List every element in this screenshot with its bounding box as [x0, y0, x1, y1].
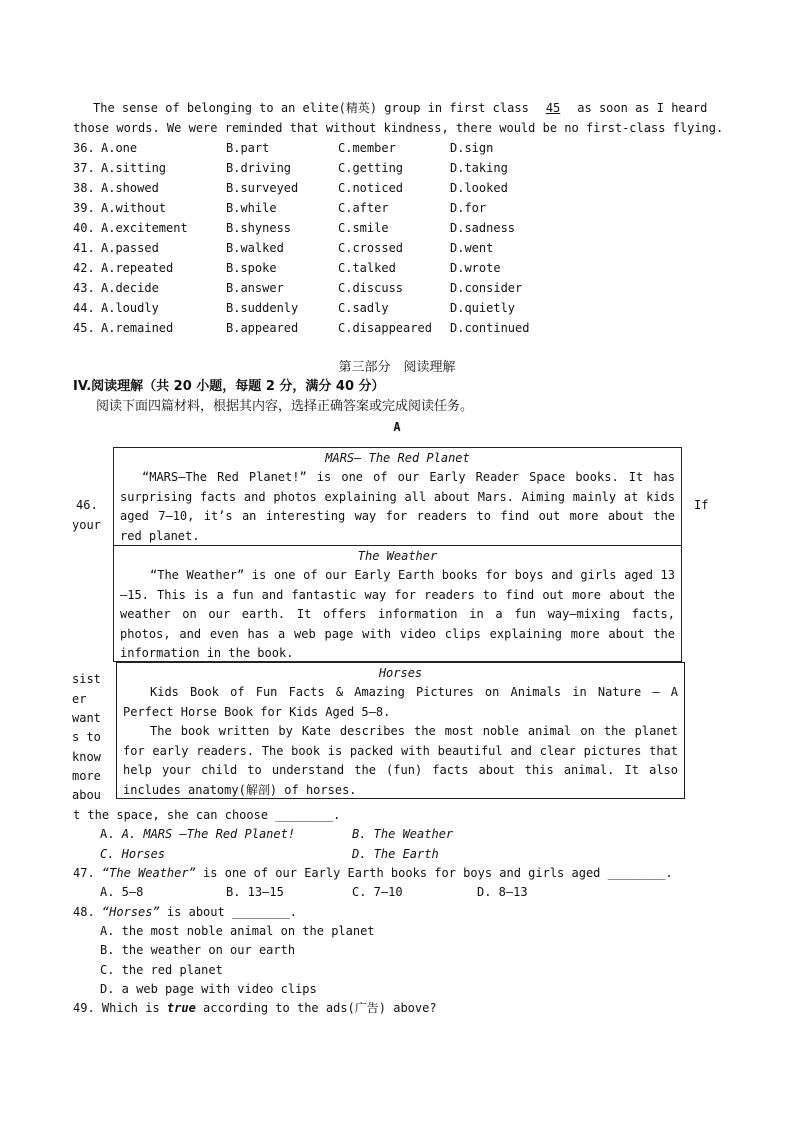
- cloze-option-b[interactable]: B.walked: [226, 241, 284, 255]
- q49-emphasis: true: [166, 1001, 196, 1015]
- q46-wrapped-word: your: [72, 518, 101, 532]
- passage-letter: A: [393, 420, 401, 434]
- cloze-option-c[interactable]: C.discuss: [338, 281, 404, 295]
- cloze-option-d[interactable]: D.quietly: [450, 301, 516, 315]
- q46-number: 46.: [76, 498, 98, 512]
- q48-option-a[interactable]: A. the most noble animal on the planet: [100, 924, 375, 938]
- q46-option-a-text: A. MARS —The Red Planet!: [121, 827, 296, 841]
- cloze-option-d[interactable]: D.sadness: [450, 221, 516, 235]
- cloze-option-d[interactable]: D.continued: [450, 321, 530, 335]
- ad-horses-title: Horses: [378, 666, 423, 680]
- cloze-option-a[interactable]: A.without: [101, 201, 167, 215]
- passage-line-1: [93, 98, 707, 118]
- cloze-option-d[interactable]: D.sign: [450, 141, 494, 155]
- q48-option-d[interactable]: D. a web page with video clips: [100, 982, 317, 996]
- cloze-option-a[interactable]: A.passed: [101, 241, 159, 255]
- cloze-option-a[interactable]: A.sitting: [101, 161, 167, 175]
- cloze-option-a[interactable]: A.remained: [101, 321, 174, 335]
- cloze-option-b[interactable]: B.answer: [226, 281, 284, 295]
- q49-stem-text: 49. Which is: [73, 1001, 167, 1015]
- q48-option-c[interactable]: C. the red planet: [100, 963, 223, 977]
- cloze-option-d[interactable]: D.taking: [450, 161, 508, 175]
- q46-wrapped-word: sist: [72, 672, 101, 686]
- cloze-option-c[interactable]: C.disappeared: [338, 321, 432, 335]
- cloze-option-b[interactable]: B.spoke: [226, 261, 277, 275]
- ad-mars-body: “MARS—The Red Planet!” is one of our Early Reader Space books. It has surprising facts and photos explaining all about Mars. Aiming mainly at kids aged 7—10, it’s an interesting way for readers to find out more about the red planet.: [120, 470, 675, 543]
- cloze-option-c[interactable]: C.noticed: [338, 181, 404, 195]
- cloze-item-number: 38.: [73, 181, 95, 195]
- q46-wrapped-word: abou: [72, 788, 101, 802]
- cloze-option-c[interactable]: C.smile: [338, 221, 389, 235]
- cloze-option-b[interactable]: B.suddenly: [226, 301, 299, 315]
- blank-45: 45: [545, 101, 561, 115]
- cloze-item-number: 42.: [73, 261, 95, 275]
- cloze-option-b[interactable]: B.shyness: [226, 221, 292, 235]
- cloze-item-number: 36.: [73, 141, 95, 155]
- cloze-option-b[interactable]: B.surveyed: [226, 181, 299, 195]
- q47-option-d[interactable]: D. 8—13: [477, 885, 528, 899]
- ad-weather-title: The Weather: [357, 549, 438, 563]
- cloze-option-a[interactable]: A.repeated: [101, 261, 174, 275]
- q46-option-c-text: C. Horses: [100, 847, 166, 861]
- ad-horses-body-1: Kids Book of Fun Facts & Amazing Pictures on Animals in Nature — A Perfect Horse Book for Kids Aged 5—8.: [123, 685, 678, 719]
- ad-mars-title: MARS— The Red Planet: [325, 451, 470, 465]
- cloze-option-b[interactable]: B.while: [226, 201, 277, 215]
- cloze-option-d[interactable]: D.went: [450, 241, 494, 255]
- cloze-option-a[interactable]: A.showed: [101, 181, 159, 195]
- cloze-item-number: 37.: [73, 161, 95, 175]
- q46-stem-end: t the space, she can choose ________.: [73, 808, 341, 822]
- ad-horses: [116, 662, 685, 799]
- q46-wrapped-word: er: [72, 692, 87, 706]
- ad-mars: [113, 447, 682, 546]
- section-instruction: 阅读下面四篇材料，根据其内容，选择正确答案或完成阅读任务。: [96, 399, 474, 414]
- cloze-item-number: 40.: [73, 221, 95, 235]
- cloze-option-a[interactable]: A.one: [101, 141, 138, 155]
- q49-stem: [73, 998, 437, 1018]
- section-heading: IV.阅读理解（共 20 小题，每题 2 分，满分 40 分）: [73, 379, 385, 394]
- cloze-item-number: 44.: [73, 301, 95, 315]
- q48-stem-text: is about ________.: [159, 905, 297, 919]
- cloze-option-a[interactable]: A.loudly: [101, 301, 159, 315]
- cloze-item-number: 45.: [73, 321, 95, 335]
- cloze-option-a[interactable]: A.excitement: [101, 221, 188, 235]
- q47-stem: [73, 863, 673, 883]
- q48-stem: [73, 902, 297, 922]
- q46-wrapped-word: know: [72, 750, 101, 764]
- cloze-option-c[interactable]: C.member: [338, 141, 396, 155]
- passage-text: as soon as I heard: [577, 101, 708, 115]
- q47-title: “The Weather”: [101, 866, 196, 880]
- q47-number: 47.: [73, 866, 102, 880]
- ad-weather-body: “The Weather” is one of our Early Earth books for boys and girls aged 13—15. This is a fun and fantastic way for readers to find out more about the weather on our earth. It offers information in a fun way—mixing facts, photos, and even has a web page with video clips explaining more about the information in the book.: [120, 568, 675, 660]
- cloze-item-number: 39.: [73, 201, 95, 215]
- q46-option-b-text: B. The Weather: [352, 827, 454, 841]
- cloze-option-d[interactable]: D.for: [450, 201, 487, 215]
- q48-number: 48.: [73, 905, 102, 919]
- cloze-option-b[interactable]: B.appeared: [226, 321, 299, 335]
- q46-option-d[interactable]: [352, 844, 439, 864]
- ad-weather: [113, 545, 682, 662]
- q47-stem-text: is one of our Early Earth books for boys and girls aged ________.: [195, 866, 673, 880]
- q47-option-a[interactable]: A. 5—8: [100, 885, 144, 899]
- cloze-option-a[interactable]: A.decide: [101, 281, 159, 295]
- cloze-option-c[interactable]: C.talked: [338, 261, 396, 275]
- cloze-option-c[interactable]: C.after: [338, 201, 389, 215]
- cloze-option-c[interactable]: C.sadly: [338, 301, 389, 315]
- cloze-option-d[interactable]: D.looked: [450, 181, 508, 195]
- q46-wrapped-word: want: [72, 711, 101, 725]
- q46-if: If: [694, 498, 709, 512]
- part-title: 第三部分 阅读理解: [338, 360, 456, 375]
- ad-horses-body-2: The book written by Kate describes the most noble animal on the planet for early readers. The book is packed with beautiful and clear pictures that help your child to understand the (fun) facts about this animal. It also includes anatomy(解剖) of horses.: [123, 724, 678, 797]
- q46-option-c[interactable]: [100, 844, 165, 864]
- q48-title: “Horses”: [101, 905, 160, 919]
- cloze-item-number: 43.: [73, 281, 95, 295]
- passage-line-2: those words. We were reminded that without kindness, there would be no first-class flying.: [73, 121, 724, 135]
- q46-option-b[interactable]: [352, 824, 453, 844]
- q46-wrapped-word: s to: [72, 730, 101, 744]
- cloze-item-number: 41.: [73, 241, 95, 255]
- cloze-option-d[interactable]: D.consider: [450, 281, 523, 295]
- cloze-option-b[interactable]: B.part: [226, 141, 270, 155]
- q47-option-c[interactable]: C. 7—10: [352, 885, 403, 899]
- q46-wrapped-word: more: [72, 769, 101, 783]
- q49-stem-text-end: according to the ads(广告) above?: [195, 1001, 437, 1015]
- cloze-option-b[interactable]: B.driving: [226, 161, 292, 175]
- cloze-option-c[interactable]: C.getting: [338, 161, 404, 175]
- q46-option-d-text: D. The Earth: [352, 847, 439, 861]
- cloze-option-d[interactable]: D.wrote: [450, 261, 501, 275]
- q47-option-b[interactable]: B. 13—15: [226, 885, 284, 899]
- q46-option-a[interactable]: A. A. MARS —The Red Planet!: [100, 827, 296, 841]
- q48-option-b[interactable]: B. the weather on our earth: [100, 943, 296, 957]
- cloze-option-c[interactable]: C.crossed: [338, 241, 404, 255]
- passage-text: The sense of belonging to an elite(精英) group in first class: [93, 101, 529, 115]
